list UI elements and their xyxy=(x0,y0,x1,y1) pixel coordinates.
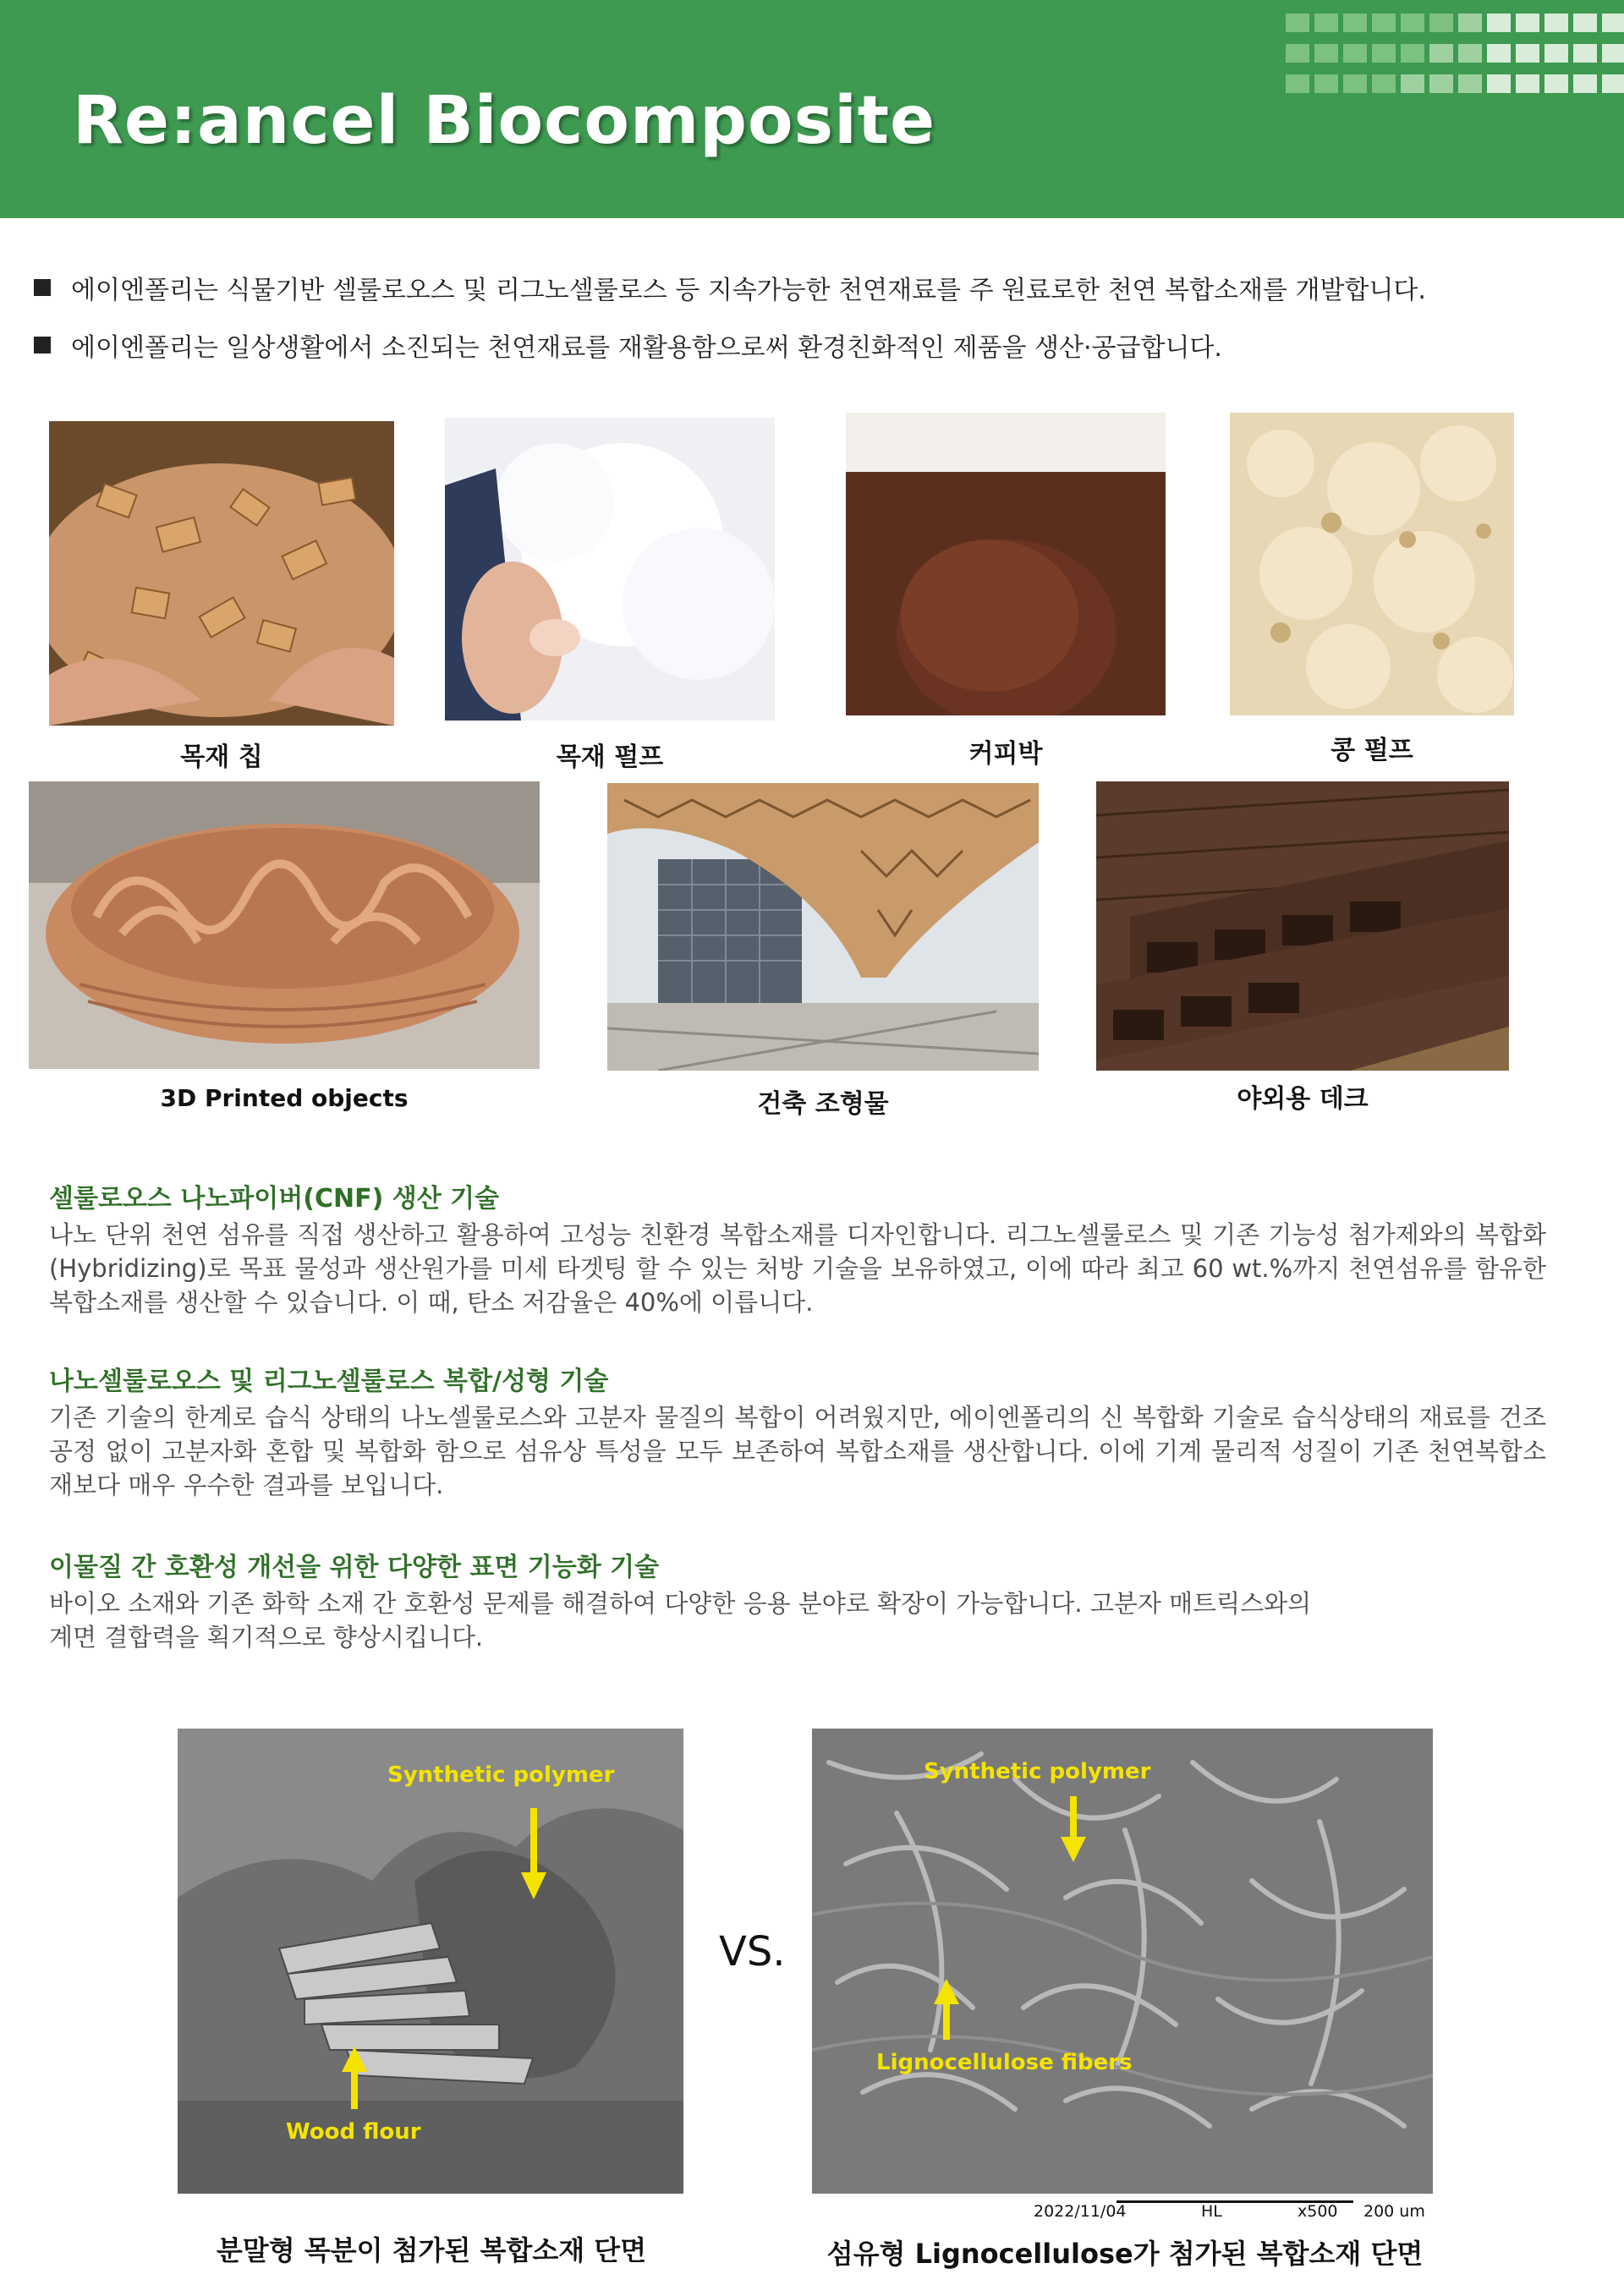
header-banner xyxy=(0,0,1624,218)
soy-pulp-photo xyxy=(1230,413,1514,715)
square-bullet-icon xyxy=(34,279,51,296)
intro-list xyxy=(34,269,1426,384)
coffee-grounds-photo xyxy=(846,413,1166,715)
product-caption: 3D Printed objects xyxy=(160,1084,409,1112)
section-title: 나노셀룰로오스 및 리그노셀룰로스 복합/성형 기술 xyxy=(49,1367,609,1396)
intro-item: 에이엔폴리는 식물기반 셀룰로오스 및 리그노셀룰로스 등 지속가능한 천연재료를 주 원료로한 천연 복합소재를 개발합니다. xyxy=(34,269,1426,306)
sem-caption: 분말형 목분이 첨가된 복합소재 단면 xyxy=(216,2234,647,2266)
square-bullet-icon xyxy=(34,337,51,353)
product-caption: 야외용 데크 xyxy=(1237,1084,1369,1114)
sem-image-lignocellulose xyxy=(812,1729,1433,2194)
arrow-down-icon xyxy=(1061,1796,1086,1864)
outdoor-deck-photo xyxy=(1096,781,1509,1071)
section-body: 나노 단위 천연 섬유를 직접 생산하고 활용하여 고성능 친환경 복합소재를 디자인합니다. 리그노셀룰로스 및 기존 기능성 첨가제와의 복합화(Hybridizing)로 목표 물성과 생산원가를 미세 타겟팅 할 수 있는 처방 기술을 보유하였고, 이에 따라 최고 60 wt.%까지 천연섬유를 함유한 복합소재를 생산할 수 있습니다. 이 때, 탄소 저감율은 40%에 이릅니다. xyxy=(49,1220,1546,1317)
sem-label: Lignocellulose fibers xyxy=(876,2050,1133,2075)
material-caption: 커피박 xyxy=(968,739,1043,769)
scale-mode: HL xyxy=(1201,2202,1222,2221)
material-caption: 콩 펄프 xyxy=(1330,736,1413,765)
decorative-grid xyxy=(1286,14,1624,105)
section-title: 이물질 간 호환성 개선을 위한 다양한 표면 기능화 기술 xyxy=(49,1553,660,1582)
3d-printed-objects-photo xyxy=(29,781,540,1069)
sem-label: Synthetic polymer xyxy=(924,1759,1151,1784)
material-caption: 목재 펄프 xyxy=(556,743,664,772)
scale-magnification: x500 xyxy=(1298,2202,1338,2221)
intro-item: 에이엔폴리는 일상생활에서 소진되는 천연재료를 재활용함으로써 환경친화적인 제품을 생산·공급합니다. xyxy=(34,326,1426,364)
tech-section-cnf xyxy=(49,1177,1546,1319)
section-body: 바이오 소재와 기존 화학 소재 간 호환성 문제를 해결하여 다양한 응용 분야로 확장이 가능합니다. 고분자 매트릭스와의 계면 결합력을 획기적으로 향상시킵니다. xyxy=(49,1589,1312,1652)
sem-label: Wood flour xyxy=(286,2119,421,2145)
scale-date: 2022/11/04 xyxy=(1034,2202,1127,2221)
material-caption: 목재 칩 xyxy=(180,743,263,772)
arrow-up-icon xyxy=(934,1979,959,2040)
architectural-structure-photo xyxy=(607,783,1039,1071)
scale-length: 200 um xyxy=(1363,2202,1425,2221)
arrow-down-icon xyxy=(521,1808,546,1901)
vs-label: VS. xyxy=(719,1928,786,1975)
sem-image-wood-flour xyxy=(178,1729,683,2194)
tech-section-surface xyxy=(49,1546,1335,1654)
sem-caption: 섬유형 Lignocellulose가 첨가된 복합소재 단면 xyxy=(826,2238,1424,2270)
product-caption: 건축 조형물 xyxy=(757,1089,889,1119)
wood-pulp-photo xyxy=(445,418,775,721)
section-title: 셀룰로오스 나노파이버(CNF) 생산 기술 xyxy=(49,1184,500,1214)
wood-chips-photo xyxy=(49,421,394,726)
section-body: 기존 기술의 한계로 습식 상태의 나노셀룰로스와 고분자 물질의 복합이 어려웠지만, 에이엔폴리의 신 복합화 기술로 습식상태의 재료를 건조공정 없이 고분자화 혼합 및 복합화 함으로 섬유상 특성을 모두 보존하여 복합소재를 생산합니다. 이에 기계 물리적 성질이 기존 천연복합소재보다 매우 우수한 결과를 보입니다. xyxy=(49,1403,1546,1499)
page-title: Re:ancel Biocomposite xyxy=(73,83,935,159)
sem-label: Synthetic polymer xyxy=(387,1762,615,1788)
tech-section-composite xyxy=(49,1360,1546,1502)
arrow-up-icon xyxy=(342,2047,367,2109)
